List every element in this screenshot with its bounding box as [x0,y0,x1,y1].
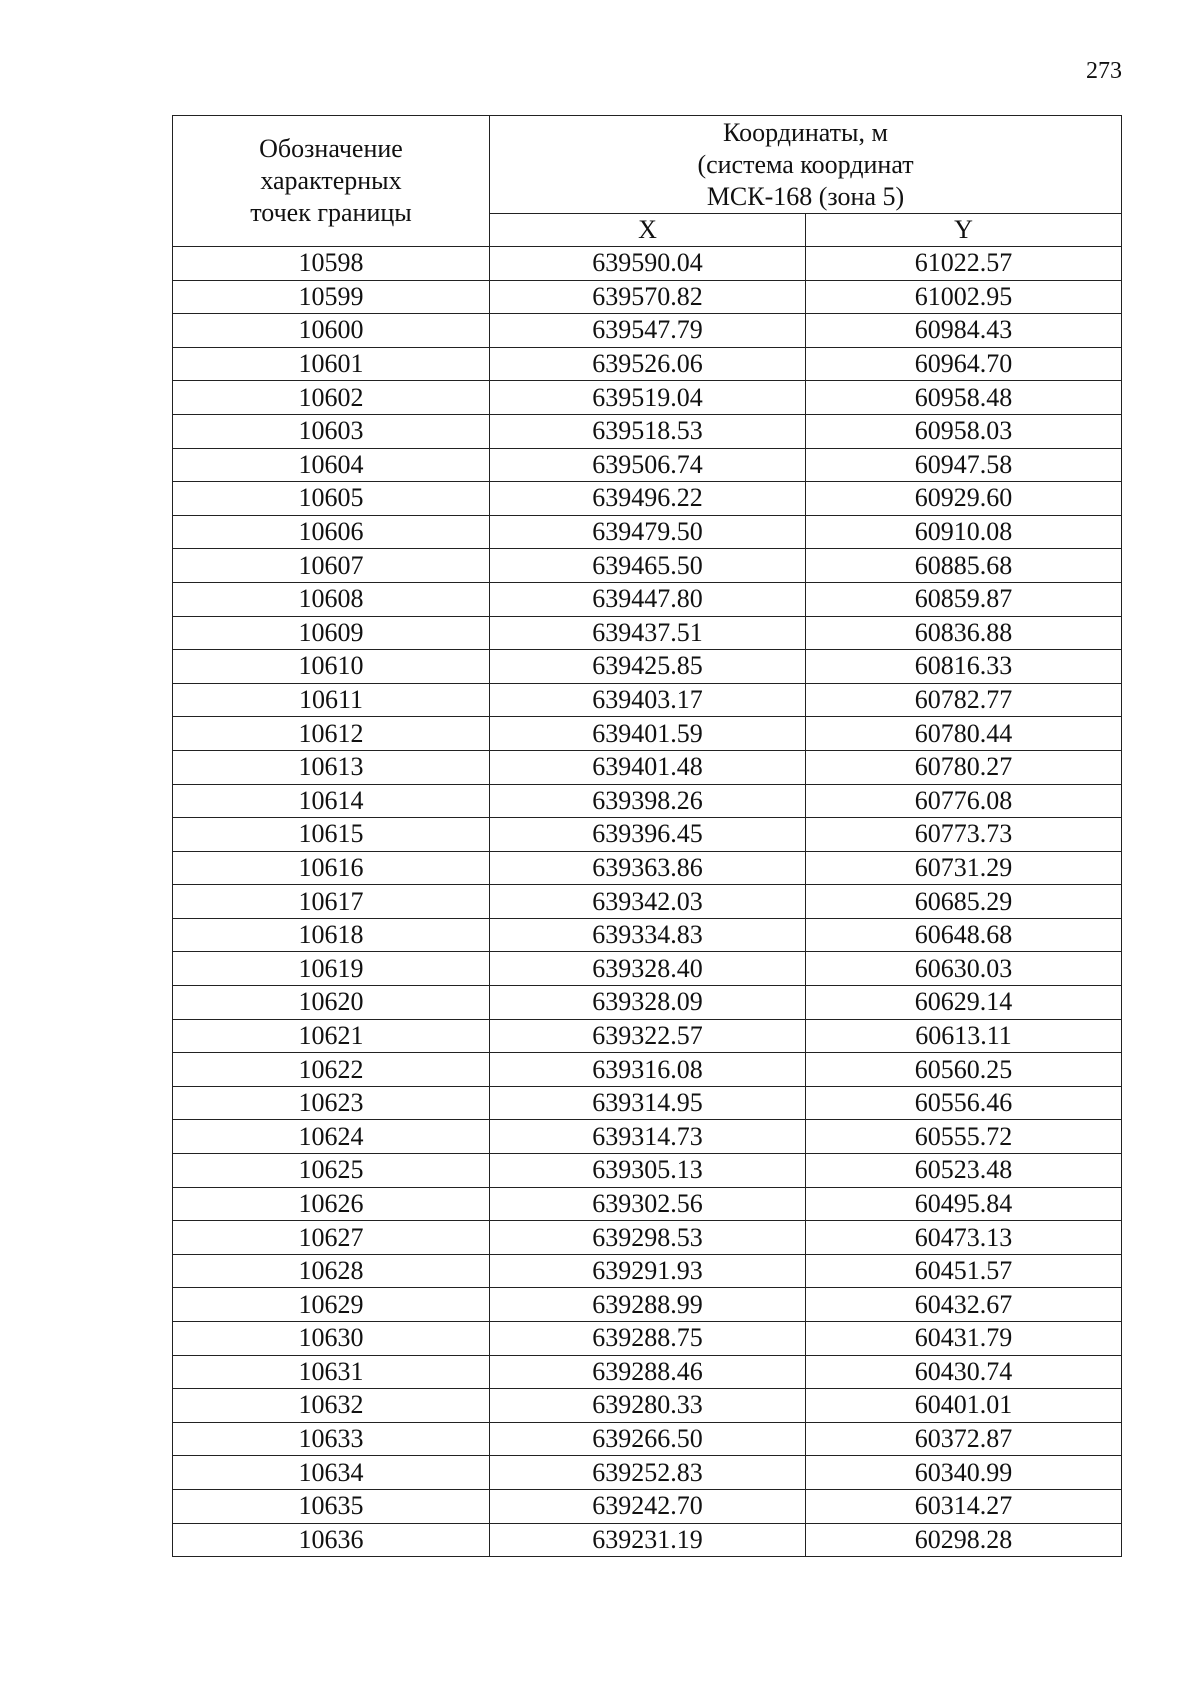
table-row [173,381,1122,415]
point-cell: 10618 [173,918,490,952]
y-coordinate-cell: 60947.58 [806,448,1122,482]
y-coordinate-cell: 60782.77 [806,683,1122,717]
y-coordinate-cell: 60432.67 [806,1288,1122,1322]
x-coordinate-cell: 639398.26 [490,784,806,818]
x-coordinate-cell: 639314.73 [490,1120,806,1154]
point-cell: 10606 [173,515,490,549]
y-coordinate-cell: 60298.28 [806,1523,1122,1557]
table-row [173,1456,1122,1490]
point-cell: 10619 [173,952,490,986]
table-row [173,1322,1122,1356]
table-row [173,582,1122,616]
page-number: 273 [1086,58,1122,84]
y-coordinate-cell: 60731.29 [806,851,1122,885]
y-coordinate-cell: 60613.11 [806,1019,1122,1053]
table-row [173,750,1122,784]
y-coordinate-cell: 60685.29 [806,885,1122,919]
table-row [173,515,1122,549]
point-cell: 10626 [173,1187,490,1221]
coords-header-line: МСК-168 (зона 5) [706,181,905,211]
point-cell: 10628 [173,1254,490,1288]
table-row [173,885,1122,919]
x-coordinate-cell: 639403.17 [490,683,806,717]
table-row [173,247,1122,281]
point-cell: 10616 [173,851,490,885]
x-coordinate-cell: 639590.04 [490,247,806,281]
table-row [173,1389,1122,1423]
y-coordinate-cell: 60430.74 [806,1355,1122,1389]
point-cell: 10617 [173,885,490,919]
y-coordinate-cell: 60910.08 [806,515,1122,549]
x-coordinate-cell: 639396.45 [490,818,806,852]
table-row [173,784,1122,818]
x-coordinate-cell: 639298.53 [490,1221,806,1255]
x-coordinate-cell: 639465.50 [490,549,806,583]
coords-header-line: Координаты, м [723,117,888,147]
table-row [173,1120,1122,1154]
table-row [173,347,1122,381]
point-cell: 10631 [173,1355,490,1389]
y-coordinate-cell: 60340.99 [806,1456,1122,1490]
point-cell: 10607 [173,549,490,583]
point-cell: 10608 [173,582,490,616]
x-coordinate-cell: 639363.86 [490,851,806,885]
x-coordinate-cell: 639302.56 [490,1187,806,1221]
x-coordinate-cell: 639401.48 [490,750,806,784]
y-coordinate-cell: 60556.46 [806,1086,1122,1120]
y-coordinate-cell: 60560.25 [806,1053,1122,1087]
y-coordinate-cell: 60964.70 [806,347,1122,381]
x-coordinate-cell: 639291.93 [490,1254,806,1288]
table-row [173,549,1122,583]
y-coordinate-cell: 60555.72 [806,1120,1122,1154]
table-row [173,1523,1122,1557]
point-cell: 10624 [173,1120,490,1154]
point-cell: 10634 [173,1456,490,1490]
table-row [173,918,1122,952]
x-coordinate-cell: 639401.59 [490,717,806,751]
y-coordinate-cell: 60401.01 [806,1389,1122,1423]
y-coordinate-cell: 60958.48 [806,381,1122,415]
point-cell: 10609 [173,616,490,650]
point-cell: 10627 [173,1221,490,1255]
table-row [173,280,1122,314]
x-coordinate-cell: 639288.46 [490,1355,806,1389]
point-cell: 10604 [173,448,490,482]
y-coordinate-cell: 60859.87 [806,582,1122,616]
table-row [173,952,1122,986]
table-row [173,851,1122,885]
y-coordinate-cell: 60630.03 [806,952,1122,986]
table-row [173,818,1122,852]
y-coordinate-cell: 60780.27 [806,750,1122,784]
coordinates-header [490,116,1122,214]
y-coordinate-cell: 60816.33 [806,650,1122,684]
y-coordinate-cell: 60780.44 [806,717,1122,751]
point-cell: 10599 [173,280,490,314]
x-coordinate-cell: 639479.50 [490,515,806,549]
table-row [173,1154,1122,1188]
y-coordinate-cell: 60958.03 [806,414,1122,448]
table-row [173,1355,1122,1389]
x-coordinate-cell: 639231.19 [490,1523,806,1557]
point-cell: 10621 [173,1019,490,1053]
y-coordinate-cell: 60885.68 [806,549,1122,583]
y-coordinate-cell: 60473.13 [806,1221,1122,1255]
y-coordinate-cell: 60629.14 [806,986,1122,1020]
point-cell: 10633 [173,1422,490,1456]
table-row [173,1086,1122,1120]
table-header [173,116,1122,247]
x-coordinate-cell: 639447.80 [490,582,806,616]
point-cell: 10605 [173,482,490,516]
x-column-header: X [490,214,806,247]
y-coordinate-cell: 60495.84 [806,1187,1122,1221]
x-coordinate-cell: 639252.83 [490,1456,806,1490]
point-cell: 10614 [173,784,490,818]
y-coordinate-cell: 61022.57 [806,247,1122,281]
table-row [173,1053,1122,1087]
x-coordinate-cell: 639425.85 [490,650,806,684]
table-body [173,247,1122,1557]
x-coordinate-cell: 639334.83 [490,918,806,952]
table-row [173,448,1122,482]
point-cell: 10598 [173,247,490,281]
x-coordinate-cell: 639437.51 [490,616,806,650]
table-row [173,1288,1122,1322]
point-cell: 10629 [173,1288,490,1322]
coords-header-line: (система координат [697,149,914,179]
x-coordinate-cell: 639519.04 [490,381,806,415]
y-coordinate-cell: 60773.73 [806,818,1122,852]
point-cell: 10610 [173,650,490,684]
x-coordinate-cell: 639305.13 [490,1154,806,1188]
point-cell: 10622 [173,1053,490,1087]
y-coordinate-cell: 60836.88 [806,616,1122,650]
point-cell: 10615 [173,818,490,852]
point-cell: 10613 [173,750,490,784]
x-coordinate-cell: 639314.95 [490,1086,806,1120]
point-cell: 10611 [173,683,490,717]
x-coordinate-cell: 639280.33 [490,1389,806,1423]
x-coordinate-cell: 639316.08 [490,1053,806,1087]
x-coordinate-cell: 639547.79 [490,314,806,348]
table-row [173,1254,1122,1288]
point-cell: 10600 [173,314,490,348]
table-row [173,1422,1122,1456]
x-coordinate-cell: 639570.82 [490,280,806,314]
x-coordinate-cell: 639328.40 [490,952,806,986]
table-row [173,683,1122,717]
coordinates-table [172,115,1122,1557]
x-coordinate-cell: 639518.53 [490,414,806,448]
y-coordinate-cell: 60372.87 [806,1422,1122,1456]
table-row [173,1019,1122,1053]
table-row [173,482,1122,516]
point-cell: 10603 [173,414,490,448]
y-coordinate-cell: 60929.60 [806,482,1122,516]
point-cell: 10625 [173,1154,490,1188]
table-row [173,1489,1122,1523]
y-coordinate-cell: 61002.95 [806,280,1122,314]
point-cell: 10623 [173,1086,490,1120]
x-coordinate-cell: 639288.99 [490,1288,806,1322]
x-coordinate-cell: 639322.57 [490,1019,806,1053]
y-coordinate-cell: 60451.57 [806,1254,1122,1288]
point-cell: 10601 [173,347,490,381]
x-coordinate-cell: 639506.74 [490,448,806,482]
point-header-line: Обозначение [259,134,403,163]
table-row [173,314,1122,348]
table-row [173,650,1122,684]
y-coordinate-cell: 60648.68 [806,918,1122,952]
x-coordinate-cell: 639266.50 [490,1422,806,1456]
point-cell: 10636 [173,1523,490,1557]
x-coordinate-cell: 639288.75 [490,1322,806,1356]
x-coordinate-cell: 639496.22 [490,482,806,516]
point-header-line: характерных [260,166,402,195]
point-cell: 10630 [173,1322,490,1356]
point-cell: 10612 [173,717,490,751]
y-coordinate-cell: 60523.48 [806,1154,1122,1188]
table-row [173,414,1122,448]
x-coordinate-cell: 639328.09 [490,986,806,1020]
point-designation-header [173,116,490,247]
table-row [173,1221,1122,1255]
x-coordinate-cell: 639526.06 [490,347,806,381]
y-column-header: Y [806,214,1122,247]
point-cell: 10632 [173,1389,490,1423]
point-cell: 10635 [173,1489,490,1523]
y-coordinate-cell: 60776.08 [806,784,1122,818]
x-coordinate-cell: 639342.03 [490,885,806,919]
table-row [173,616,1122,650]
y-coordinate-cell: 60431.79 [806,1322,1122,1356]
x-coordinate-cell: 639242.70 [490,1489,806,1523]
y-coordinate-cell: 60314.27 [806,1489,1122,1523]
y-coordinate-cell: 60984.43 [806,314,1122,348]
point-cell: 10602 [173,381,490,415]
table-row [173,1187,1122,1221]
table-row [173,986,1122,1020]
point-header-line: точек границы [250,198,412,227]
table-row [173,717,1122,751]
point-cell: 10620 [173,986,490,1020]
